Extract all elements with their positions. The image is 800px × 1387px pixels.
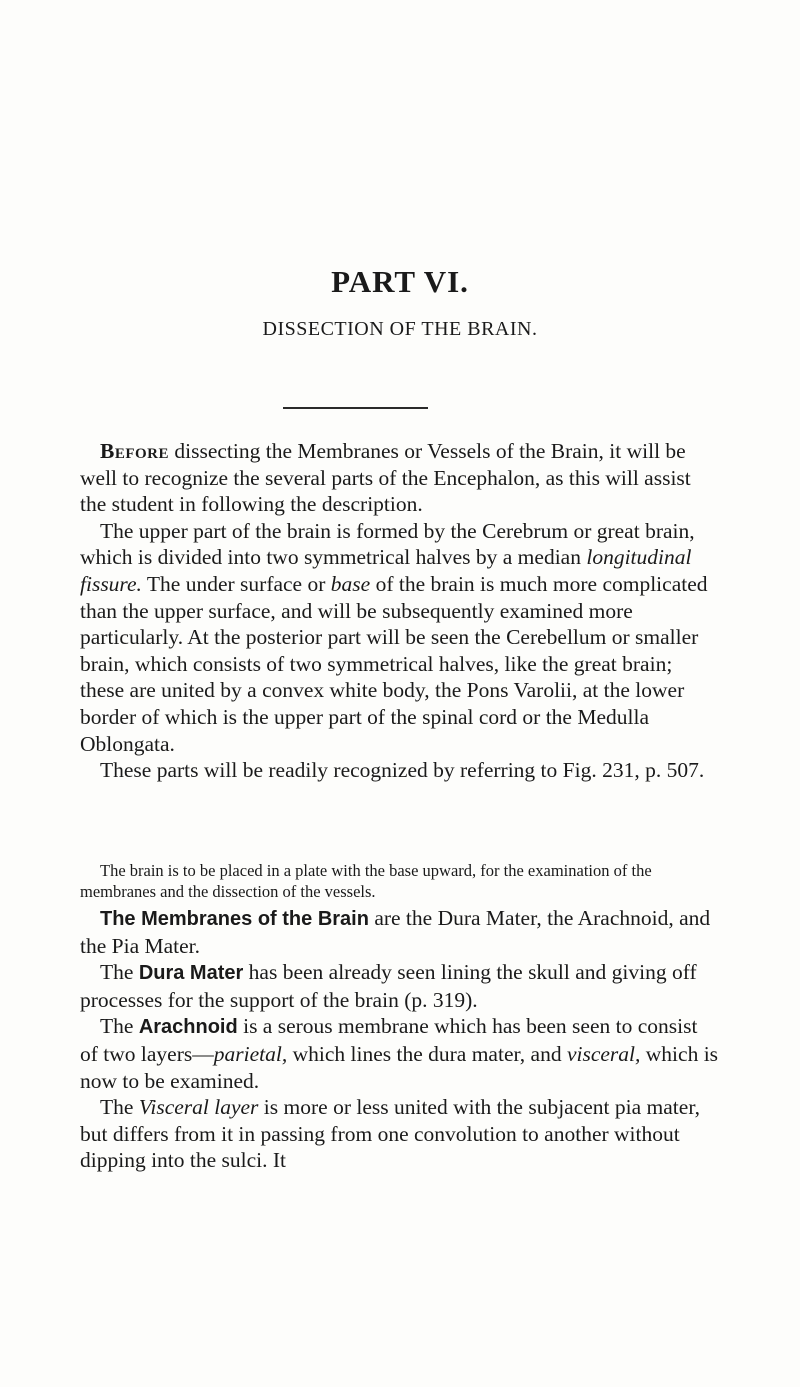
text-run: is more or less united with the subjacent pia mater, but differs from it in passing from one convolution to another without dipping into the sulci. It [80, 1095, 700, 1173]
text-run: The [100, 1095, 139, 1120]
part-title: PART VI. [331, 264, 469, 299]
italic-term: visceral, [566, 1041, 641, 1066]
bold-heading-term: Arachnoid [138, 1016, 238, 1039]
paragraph-text: dissecting the Membranes or Vessels of the Brain, it will be well to recognize the several parts of the Encephalon, as this will assist the student in following the description. [80, 439, 691, 517]
intro-text [80, 438, 720, 784]
italic-term: base [330, 571, 371, 596]
divider-rule [283, 407, 428, 409]
paragraph-dura-mater [80, 959, 720, 1013]
text-run: has been already seen lining the skull and giving off processes for the support of the brain (p. 319). [80, 960, 697, 1012]
text-run: The under surface or [141, 571, 331, 596]
bold-heading-term: The Membranes of the Brain [100, 908, 369, 930]
paragraph-upper-part [80, 518, 720, 757]
text-run: of the brain is much more complicated than the upper surface, and will be subsequently examined more particularly. At the posterior part will be seen the Cerebellum or smaller brain, which consists of two symmetrical halves, like the great brain; these are united by a convex white body, the Pons Varolii, at the lower border of which is the upper part of the spinal cord or the Medulla Oblongata. [80, 571, 708, 756]
note-paragraph: The brain is to be placed in a plate with the base upward, for the examination of the membranes and the dissection of the vessels. [80, 861, 652, 901]
italic-term: longitudinal fissure. [80, 545, 692, 596]
bold-heading-term: Dura Mater [138, 962, 244, 985]
section-title: DISSECTION OF THE BRAIN. [262, 318, 538, 340]
text-run: which lines the dura mater, and [287, 1041, 567, 1066]
text-run: which is now to be examined. [80, 1041, 719, 1093]
paragraph-visceral-layer [80, 1094, 720, 1174]
text-run: The upper part of the brain is formed by the Cerebrum or great brain, which is divided into two symmetrical halves by a median [80, 518, 695, 570]
paragraph-figure-reference [80, 757, 720, 784]
text-run: is a serous membrane which has been seen to consist of two layers— [80, 1014, 698, 1066]
paragraph-arachnoid [80, 1013, 720, 1094]
italic-term: Visceral layer [138, 1095, 259, 1120]
text-run: The [100, 960, 139, 985]
membranes-text [80, 905, 720, 1174]
italic-term: parietal, [213, 1041, 288, 1066]
small-print-note [80, 860, 720, 902]
paragraph-before-dissecting [80, 438, 720, 518]
paragraph-membranes [80, 905, 720, 959]
text-run: are the Dura Mater, the Arachnoid, and the Pia Mater. [80, 906, 711, 958]
lead-word: Before [100, 439, 170, 463]
text-run: These parts will be readily recognized by referring to Fig. 231, p. 507. [100, 758, 705, 783]
text-run: The [100, 1014, 139, 1039]
